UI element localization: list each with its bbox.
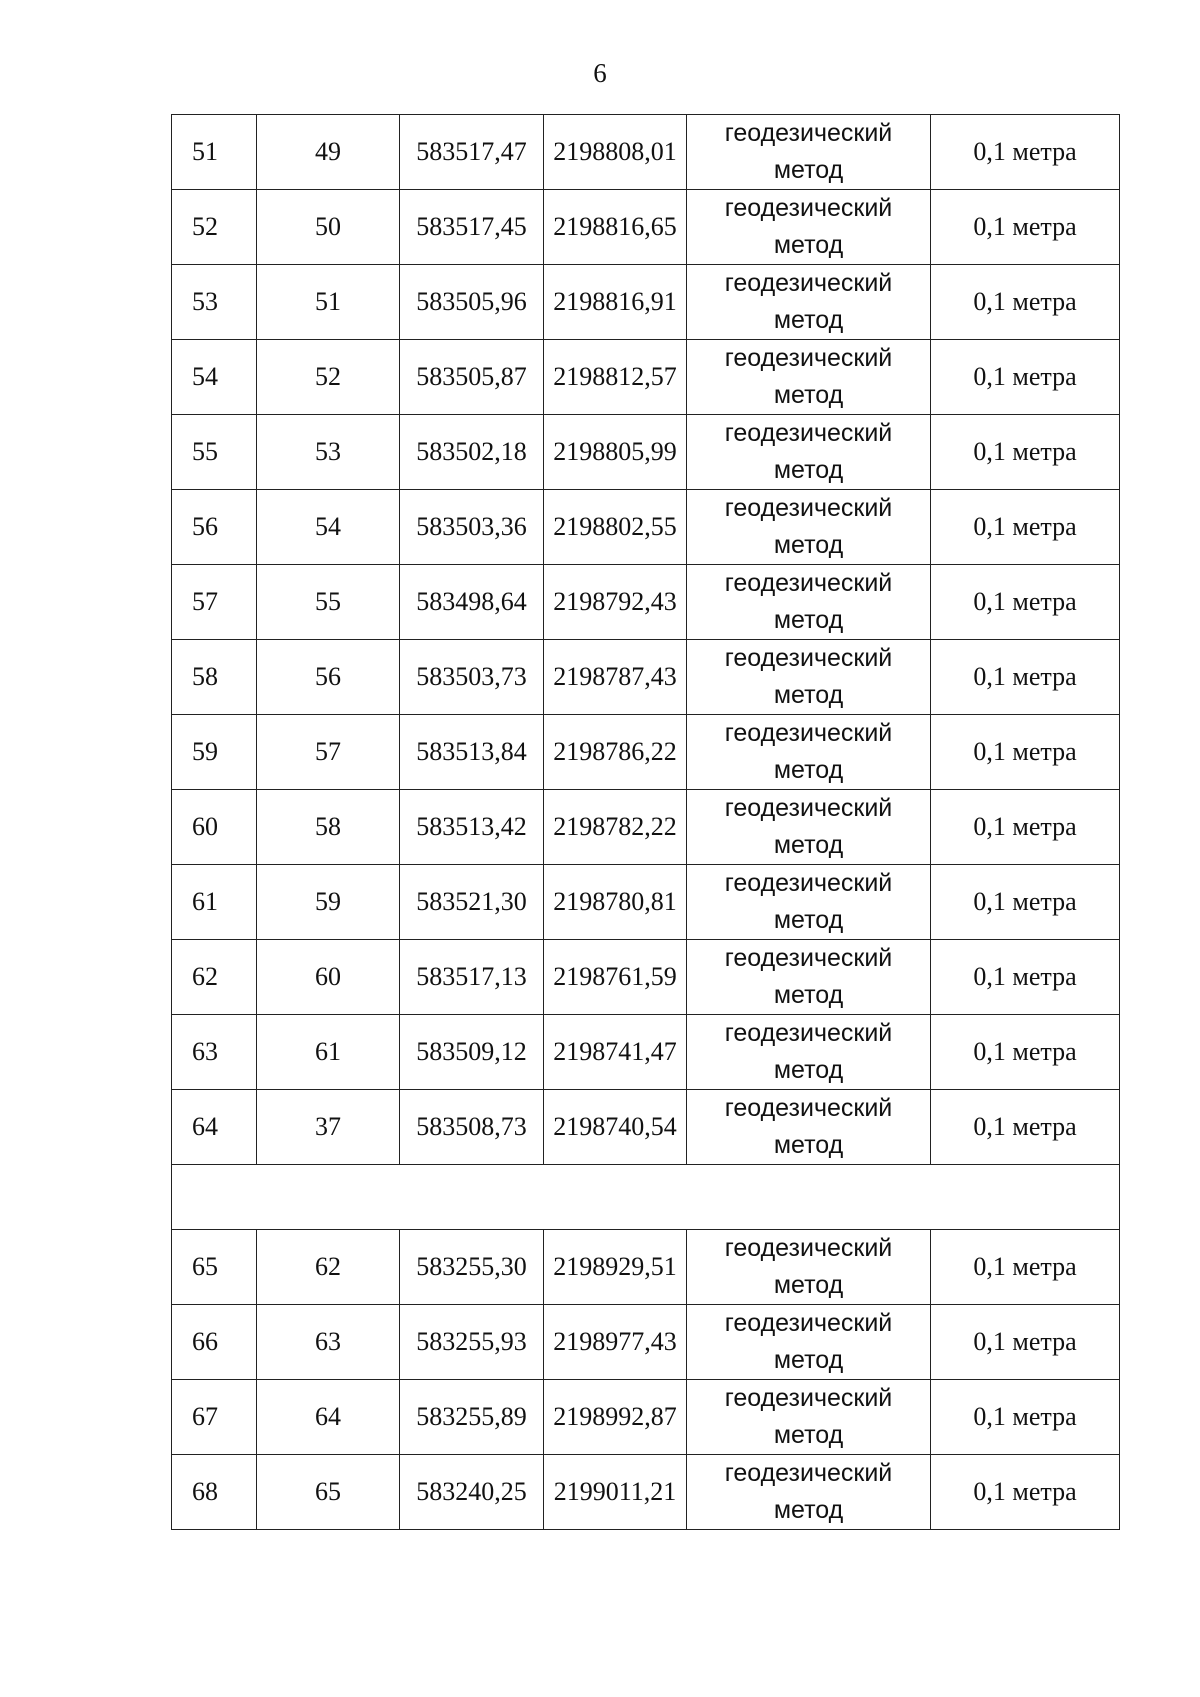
point-number-cell: 54 bbox=[257, 490, 400, 565]
x-coordinate-cell: 583517,45 bbox=[400, 190, 544, 265]
row-number-cell: 66 bbox=[172, 1305, 257, 1380]
row-number-cell: 58 bbox=[172, 640, 257, 715]
accuracy-cell: 0,1 метра bbox=[931, 265, 1120, 340]
row-number-cell: 67 bbox=[172, 1380, 257, 1455]
point-number-cell: 61 bbox=[257, 1015, 400, 1090]
y-coordinate-cell: 2198929,51 bbox=[544, 1230, 687, 1305]
method-cell bbox=[687, 190, 931, 265]
method-line-1: геодезический bbox=[724, 494, 893, 522]
method-cell bbox=[687, 1455, 931, 1530]
y-coordinate-cell: 2198787,43 bbox=[544, 640, 687, 715]
row-number-cell: 53 bbox=[172, 265, 257, 340]
x-coordinate-cell: 583505,87 bbox=[400, 340, 544, 415]
method-cell bbox=[687, 565, 931, 640]
method-cell bbox=[687, 1015, 931, 1090]
point-number-cell: 50 bbox=[257, 190, 400, 265]
y-coordinate-cell: 2198761,59 bbox=[544, 940, 687, 1015]
row-number-cell: 51 bbox=[172, 115, 257, 190]
method-line-2: метод bbox=[773, 381, 844, 409]
method-cell bbox=[687, 865, 931, 940]
row-number-cell: 68 bbox=[172, 1455, 257, 1530]
accuracy-cell: 0,1 метра bbox=[931, 490, 1120, 565]
table-row bbox=[172, 715, 1120, 790]
point-number-cell: 55 bbox=[257, 565, 400, 640]
table-row bbox=[172, 1015, 1120, 1090]
y-coordinate-cell: 2198740,54 bbox=[544, 1090, 687, 1165]
x-coordinate-cell: 583521,30 bbox=[400, 865, 544, 940]
x-coordinate-cell: 583517,47 bbox=[400, 115, 544, 190]
x-coordinate-cell: 583503,73 bbox=[400, 640, 544, 715]
x-coordinate-cell: 583255,89 bbox=[400, 1380, 544, 1455]
point-number-cell: 60 bbox=[257, 940, 400, 1015]
table-row bbox=[172, 865, 1120, 940]
y-coordinate-cell: 2199011,21 bbox=[544, 1455, 687, 1530]
y-coordinate-cell: 2198805,99 bbox=[544, 415, 687, 490]
point-number-cell: 37 bbox=[257, 1090, 400, 1165]
method-cell bbox=[687, 1090, 931, 1165]
accuracy-cell: 0,1 метра bbox=[931, 1090, 1120, 1165]
x-coordinate-cell: 583503,36 bbox=[400, 490, 544, 565]
y-coordinate-cell: 2198816,65 bbox=[544, 190, 687, 265]
row-number-cell: 64 bbox=[172, 1090, 257, 1165]
point-number-cell: 49 bbox=[257, 115, 400, 190]
accuracy-cell: 0,1 метра bbox=[931, 1380, 1120, 1455]
point-number-cell: 51 bbox=[257, 265, 400, 340]
table-row bbox=[172, 940, 1120, 1015]
table-row bbox=[172, 115, 1120, 190]
method-line-1: геодезический bbox=[724, 269, 893, 297]
y-coordinate-cell: 2198786,22 bbox=[544, 715, 687, 790]
method-line-2: метод bbox=[773, 1271, 844, 1299]
method-line-1: геодезический bbox=[724, 1094, 893, 1122]
accuracy-cell: 0,1 метра bbox=[931, 865, 1120, 940]
row-number-cell: 54 bbox=[172, 340, 257, 415]
x-coordinate-cell: 583505,96 bbox=[400, 265, 544, 340]
method-line-2: метод bbox=[773, 306, 844, 334]
method-line-1: геодезический bbox=[724, 719, 893, 747]
x-coordinate-cell: 583240,25 bbox=[400, 1455, 544, 1530]
method-line-2: метод bbox=[773, 756, 844, 784]
method-cell bbox=[687, 265, 931, 340]
method-cell bbox=[687, 1380, 931, 1455]
accuracy-cell: 0,1 метра bbox=[931, 1230, 1120, 1305]
table-row bbox=[172, 415, 1120, 490]
x-coordinate-cell: 583255,93 bbox=[400, 1305, 544, 1380]
method-line-1: геодезический bbox=[724, 794, 893, 822]
method-cell bbox=[687, 715, 931, 790]
method-line-1: геодезический bbox=[724, 1309, 893, 1337]
method-line-1: геодезический bbox=[724, 944, 893, 972]
method-cell bbox=[687, 940, 931, 1015]
method-cell bbox=[687, 115, 931, 190]
x-coordinate-cell: 583502,18 bbox=[400, 415, 544, 490]
method-line-1: геодезический bbox=[724, 1384, 893, 1412]
separator-row bbox=[172, 1165, 1120, 1230]
point-number-cell: 56 bbox=[257, 640, 400, 715]
method-line-1: геодезический bbox=[724, 569, 893, 597]
accuracy-cell: 0,1 метра bbox=[931, 640, 1120, 715]
y-coordinate-cell: 2198816,91 bbox=[544, 265, 687, 340]
row-number-cell: 55 bbox=[172, 415, 257, 490]
accuracy-cell: 0,1 метра bbox=[931, 1015, 1120, 1090]
method-cell bbox=[687, 490, 931, 565]
x-coordinate-cell: 583498,64 bbox=[400, 565, 544, 640]
method-line-2: метод bbox=[773, 1056, 844, 1084]
method-cell bbox=[687, 640, 931, 715]
y-coordinate-cell: 2198792,43 bbox=[544, 565, 687, 640]
table-row bbox=[172, 1455, 1120, 1530]
table-row bbox=[172, 790, 1120, 865]
method-line-1: геодезический bbox=[724, 869, 893, 897]
accuracy-cell: 0,1 метра bbox=[931, 415, 1120, 490]
point-number-cell: 58 bbox=[257, 790, 400, 865]
separator-cell bbox=[172, 1165, 1120, 1230]
table-row bbox=[172, 565, 1120, 640]
method-line-2: метод bbox=[773, 156, 844, 184]
method-line-2: метод bbox=[773, 531, 844, 559]
y-coordinate-cell: 2198977,43 bbox=[544, 1305, 687, 1380]
y-coordinate-cell: 2198992,87 bbox=[544, 1380, 687, 1455]
table-body-group-2 bbox=[172, 1230, 1120, 1530]
accuracy-cell: 0,1 метра bbox=[931, 115, 1120, 190]
table-separator-group bbox=[172, 1165, 1120, 1230]
point-number-cell: 62 bbox=[257, 1230, 400, 1305]
row-number-cell: 63 bbox=[172, 1015, 257, 1090]
table-row bbox=[172, 1380, 1120, 1455]
x-coordinate-cell: 583513,42 bbox=[400, 790, 544, 865]
accuracy-cell: 0,1 метра bbox=[931, 565, 1120, 640]
y-coordinate-cell: 2198808,01 bbox=[544, 115, 687, 190]
method-line-2: метод bbox=[773, 981, 844, 1009]
accuracy-cell: 0,1 метра bbox=[931, 715, 1120, 790]
method-cell bbox=[687, 340, 931, 415]
method-line-1: геодезический bbox=[724, 1019, 893, 1047]
table-row bbox=[172, 265, 1120, 340]
table-row bbox=[172, 490, 1120, 565]
method-cell bbox=[687, 1305, 931, 1380]
method-line-1: геодезический bbox=[724, 119, 893, 147]
method-line-1: геодезический bbox=[724, 344, 893, 372]
method-cell bbox=[687, 415, 931, 490]
table-row bbox=[172, 190, 1120, 265]
x-coordinate-cell: 583513,84 bbox=[400, 715, 544, 790]
row-number-cell: 52 bbox=[172, 190, 257, 265]
y-coordinate-cell: 2198812,57 bbox=[544, 340, 687, 415]
accuracy-cell: 0,1 метра bbox=[931, 1455, 1120, 1530]
x-coordinate-cell: 583255,30 bbox=[400, 1230, 544, 1305]
method-line-2: метод bbox=[773, 831, 844, 859]
method-cell bbox=[687, 1230, 931, 1305]
row-number-cell: 61 bbox=[172, 865, 257, 940]
table-row bbox=[172, 1305, 1120, 1380]
accuracy-cell: 0,1 метра bbox=[931, 1305, 1120, 1380]
x-coordinate-cell: 583508,73 bbox=[400, 1090, 544, 1165]
page-number: 6 bbox=[593, 58, 607, 88]
y-coordinate-cell: 2198741,47 bbox=[544, 1015, 687, 1090]
accuracy-cell: 0,1 метра bbox=[931, 940, 1120, 1015]
accuracy-cell: 0,1 метра bbox=[931, 340, 1120, 415]
x-coordinate-cell: 583509,12 bbox=[400, 1015, 544, 1090]
point-number-cell: 52 bbox=[257, 340, 400, 415]
method-line-1: геодезический bbox=[724, 194, 893, 222]
y-coordinate-cell: 2198802,55 bbox=[544, 490, 687, 565]
accuracy-cell: 0,1 метра bbox=[931, 190, 1120, 265]
row-number-cell: 56 bbox=[172, 490, 257, 565]
method-line-2: метод bbox=[773, 1496, 844, 1524]
method-line-2: метод bbox=[773, 681, 844, 709]
point-number-cell: 64 bbox=[257, 1380, 400, 1455]
y-coordinate-cell: 2198782,22 bbox=[544, 790, 687, 865]
point-number-cell: 53 bbox=[257, 415, 400, 490]
method-line-1: геодезический bbox=[724, 644, 893, 672]
point-number-cell: 57 bbox=[257, 715, 400, 790]
method-line-1: геодезический bbox=[724, 1234, 893, 1262]
accuracy-cell: 0,1 метра bbox=[931, 790, 1120, 865]
method-line-2: метод bbox=[773, 231, 844, 259]
row-number-cell: 57 bbox=[172, 565, 257, 640]
table-row bbox=[172, 340, 1120, 415]
table-row bbox=[172, 1230, 1120, 1305]
method-line-2: метод bbox=[773, 606, 844, 634]
row-number-cell: 59 bbox=[172, 715, 257, 790]
method-line-2: метод bbox=[773, 906, 844, 934]
method-line-2: метод bbox=[773, 1421, 844, 1449]
table-body-group-1 bbox=[172, 115, 1120, 1165]
x-coordinate-cell: 583517,13 bbox=[400, 940, 544, 1015]
method-line-1: геодезический bbox=[724, 1459, 893, 1487]
coordinates-table bbox=[171, 114, 1120, 1530]
method-line-2: метод bbox=[773, 456, 844, 484]
method-cell bbox=[687, 790, 931, 865]
row-number-cell: 62 bbox=[172, 940, 257, 1015]
table-row bbox=[172, 1090, 1120, 1165]
point-number-cell: 65 bbox=[257, 1455, 400, 1530]
method-line-2: метод bbox=[773, 1131, 844, 1159]
table-row bbox=[172, 640, 1120, 715]
method-line-2: метод bbox=[773, 1346, 844, 1374]
row-number-cell: 60 bbox=[172, 790, 257, 865]
method-line-1: геодезический bbox=[724, 419, 893, 447]
row-number-cell: 65 bbox=[172, 1230, 257, 1305]
point-number-cell: 63 bbox=[257, 1305, 400, 1380]
point-number-cell: 59 bbox=[257, 865, 400, 940]
y-coordinate-cell: 2198780,81 bbox=[544, 865, 687, 940]
